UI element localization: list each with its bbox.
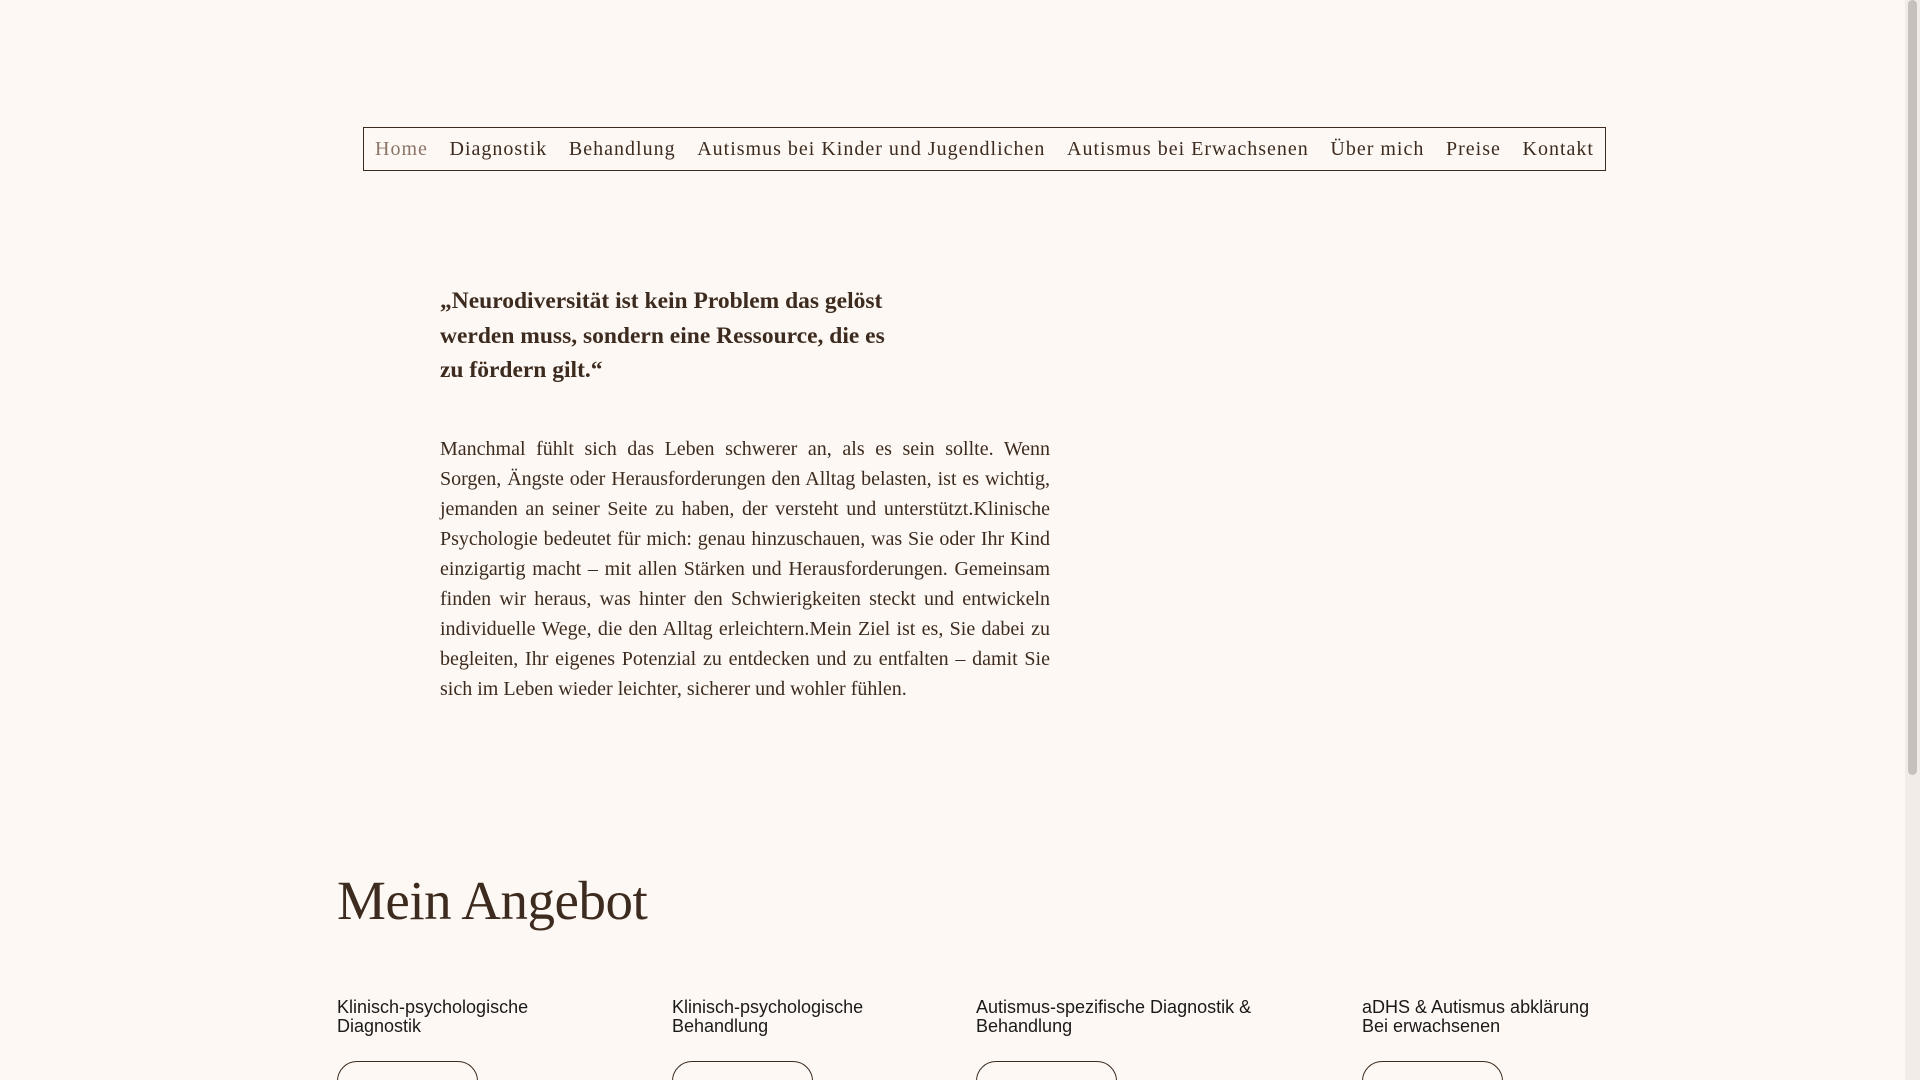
nav-item-behandlung[interactable]: Behandlung [568,137,676,160]
offer-card-button[interactable] [976,1061,1117,1080]
offer-card-button[interactable] [672,1061,813,1080]
nav-item-kontakt[interactable]: Kontakt [1522,137,1594,160]
offer-card-behandlung [672,998,863,1080]
offer-card-adhs [1362,998,1589,1080]
offer-card-diagnostik [337,998,528,1080]
nav-item-autismus-kinder[interactable]: Autismus bei Kinder und Jugendlichen [697,137,1046,160]
nav-item-diagnostik[interactable]: Diagnostik [449,137,548,160]
offer-card-title: Klinisch-psychologische Diagnostik [337,997,529,1036]
nav-item-home[interactable]: Home [375,137,428,160]
vertical-scrollbar[interactable] [1905,0,1920,1080]
main-navigation [363,127,1606,171]
offer-card-button[interactable] [337,1061,478,1080]
nav-item-autismus-erwachsene[interactable]: Autismus bei Erwachsenen [1067,137,1309,160]
hero-quote: „Neurodiversität ist kein Problem das gelöst werden muss, sondern eine Ressource, die es zu fördern gilt.“ [440,288,885,383]
offer-card-title: Klinisch-psychologische Behandlung [672,997,864,1036]
offer-card-autismus [976,998,1251,1080]
nav-item-preise[interactable]: Preise [1445,137,1501,160]
scrollbar-thumb[interactable] [1908,0,1917,775]
nav-item-ueber-mich[interactable]: Über mich [1330,137,1425,160]
offer-card-button[interactable] [1362,1061,1503,1080]
offer-section-title: Mein Angebot [337,870,648,931]
offer-card-title: Autismus-spezifische Diagnostik & Behandlung [976,997,1252,1036]
hero-intro-text: Manchmal fühlt sich das Leben schwerer an, als es sein sollte. Wenn Sorgen, Ängste oder Herausforderungen den Alltag belasten, ist es wichtig, jemanden an seiner Seite zu haben, der versteht und unterstützt.Klinische Psychologie bedeutet für mich: genau hinzuschauen, was Sie oder Ihr Kind einzigartig macht – mit allen Stärken und Herausforderungen. Gemeinsam finden wir heraus, was hinter den Schwierigkeiten steckt und entwickeln individuelle Wege, die den Alltag erleichtern.Mein Ziel ist es, Sie dabei zu begleiten, Ihr eigenes Potenzial zu entdecken und zu entfalten – damit Sie sich im Leben wieder leichter, sicherer und wohler fühlen. [440,438,1050,700]
offer-card-title: aDHS & Autismus abklärung Bei erwachsenen [1362,997,1590,1036]
